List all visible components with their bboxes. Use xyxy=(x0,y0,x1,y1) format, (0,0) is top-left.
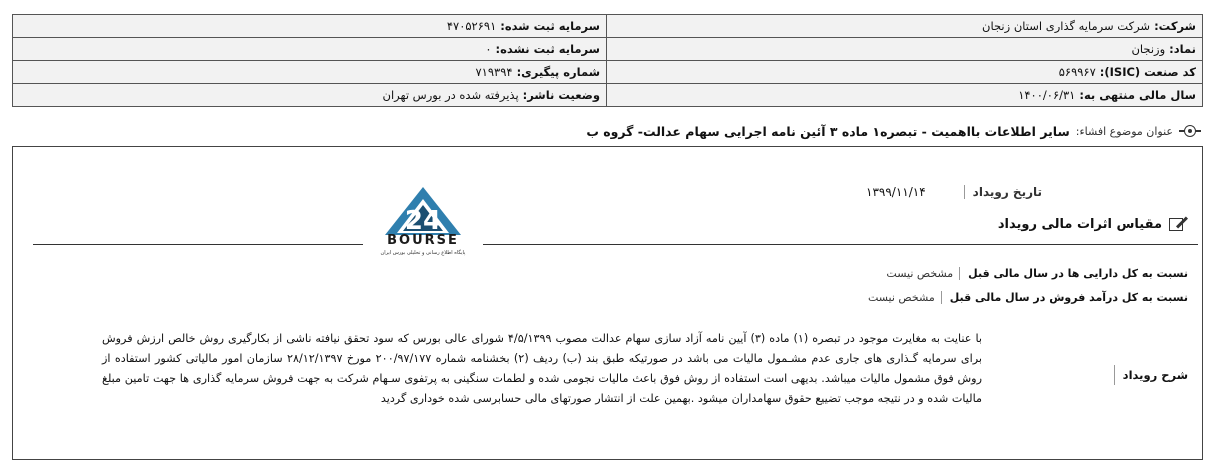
impact-title: مقیاس اثرات مالی رویداد xyxy=(997,216,1162,232)
unregistered-capital-cell xyxy=(13,38,607,61)
ratio-sales-value: مشخص نیست xyxy=(867,291,935,304)
event-date-row xyxy=(866,185,1042,199)
symbol-value: وزنجان xyxy=(1131,42,1166,56)
fiscal-year-label: سال مالی منتهی به: xyxy=(1079,88,1196,102)
ratio-assets-label: نسبت به کل دارایی ها در سال مالی قبل xyxy=(959,267,1188,280)
unregistered-capital-label: سرمایه ثبت نشده: xyxy=(495,42,600,56)
tracking-label: شماره پیگیری: xyxy=(516,65,600,79)
ratio-row-sales xyxy=(868,291,1188,304)
publisher-status-label: وضعیت ناشر: xyxy=(522,88,600,102)
isic-label: کد صنعت (ISIC): xyxy=(1099,65,1196,79)
svg-text:24: 24 xyxy=(404,206,442,236)
unregistered-capital-value: ۰ xyxy=(485,42,492,56)
ratio-sales-label: نسبت به کل درآمد فروش در سال مالی قبل xyxy=(941,291,1188,304)
company-label: شرکت: xyxy=(1154,19,1196,33)
subject-line xyxy=(586,123,1201,139)
subject-label: عنوان موضوع افشاء: xyxy=(1075,124,1173,138)
description-label: شرح رویداد xyxy=(1114,365,1188,385)
company-info-table xyxy=(12,14,1203,107)
impact-title-row xyxy=(998,215,1188,233)
event-date-value: ۱۳۹۹/۱۱/۱۴ xyxy=(866,185,926,199)
divider xyxy=(33,244,1198,245)
event-panel xyxy=(12,146,1203,460)
isic-cell xyxy=(607,61,1203,84)
edit-note-icon xyxy=(1168,215,1188,233)
bourse-logo-mark xyxy=(363,185,483,237)
symbol-cell xyxy=(607,38,1203,61)
bourse-logo-subtitle: پایگاه اطلاع رسانی و تحلیلی بورس ایران xyxy=(380,250,466,256)
fiscal-year-cell xyxy=(607,84,1203,107)
tracking-value: ۷۱۹۳۹۴ xyxy=(475,65,513,79)
isic-value: ۵۶۹۹۶۷ xyxy=(1058,65,1096,79)
symbol-label: نماد: xyxy=(1169,42,1196,56)
registered-capital-value: ۴۷۰۵۲۶۹۱ xyxy=(446,19,497,33)
company-value: شرکت سرمایه گذاری استان زنجان xyxy=(982,19,1151,33)
publisher-status-cell xyxy=(13,84,607,107)
tracking-cell xyxy=(13,61,607,84)
registered-capital-label: سرمایه ثبت شده: xyxy=(500,19,600,33)
bourse-logo-text: BOURSE xyxy=(387,233,459,248)
target-icon xyxy=(1179,123,1201,139)
publisher-status-value: پذیرفته شده در بورس تهران xyxy=(382,88,519,102)
ratio-assets-value: مشخص نیست xyxy=(886,267,954,280)
subject-value: سایر اطلاعات بااهمیت - تبصره۱ ماده ۳ آئین نامه اجرایی سهام عدالت- گروه ب xyxy=(586,123,1070,139)
fiscal-year-value: ۱۴۰۰/۰۶/۳۱ xyxy=(1018,88,1076,102)
event-date-label: تاریخ رویداد xyxy=(964,185,1042,199)
description-text: با عنایت به مغایرت موجود در تبصره (۱) ماده (۳) آیین نامه آزاد سازی سهام عدالت مصوب ۴/۵/۱۳۹۹ شورای عالی بورس که سود تحقق نیافته ناشی از بکارگیری روش خالص ارزش فروش برای سرمایه گـذاری های جاری عدم مشـمول مالیات می باشد در صورتیکه طبق بند (ب) ردیف (۲) بخشنامه شماره ۲۰۰/۹۷/۱۷۷ مورخ ۲۸/۱۲/۱۳۹۷ سازمان امور مالیاتی کشور استفاده از روش فوق مشمول مالیات میباشد. بدیهی است استفاده از روش فوق باعث مالیات نجومی شده و لطمات سنگینی به پرتفوی سـهام شرکت به جهت فروش سرمایه گذاری ها جهت تامین مبلغ مالیات شده و در نتیجه موجب تضییع حقوق سهامداران میشود .بهمین علت از انتشار صورتهای مالی حسابرسی شده خوداری گردید xyxy=(102,332,983,405)
bourse-logo xyxy=(363,185,483,265)
ratio-row-assets xyxy=(886,267,1188,280)
company-cell xyxy=(607,15,1203,38)
registered-capital-cell xyxy=(13,15,607,38)
